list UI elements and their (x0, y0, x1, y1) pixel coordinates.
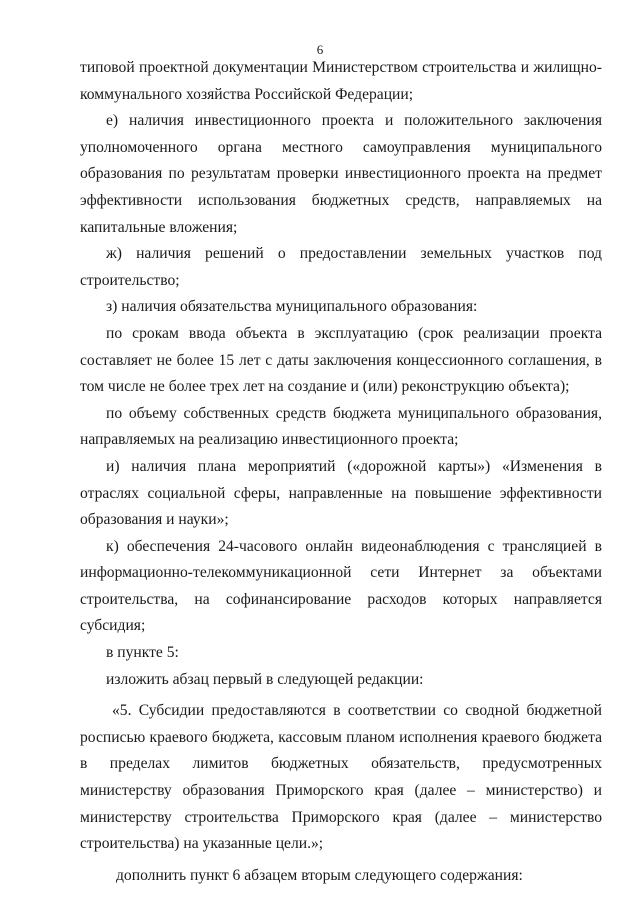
paragraph-term-deadline: по срокам ввода объекта в эксплуатацию (срок реализации проекта составляет не более 15 лет с даты заключения концессионного соглашения, в том числе не более трех лет на создание и (или) реконструкцию объекта); (80, 324, 602, 396)
paragraph-quoted-clause-5: «5. Субсидии предоставляются в соответствии со сводной бюджетной росписью краевого бюджета, кассовым планом исполнения краевого бюджета в пределах лимитов бюджетных обязательств, предусмотренных министерству образования Приморского края (далее – министерство) и министерству строительства Приморского края (далее – министерство строительства) на указанные цели.»; (80, 702, 602, 853)
paragraph-item-z: з) наличия обязательства муниципального образования: (106, 298, 478, 316)
paragraph-own-funds: по объему собственных средств бюджета муниципального образования, направляемых на реализацию инвестиционного проекта; (80, 404, 602, 449)
paragraph-item-i: и) наличия плана мероприятий («дорожной карты») «Изменения в отраслях социальной сферы, направленные на повышение эффективности образования и науки»; (80, 457, 602, 529)
page-number: 6 (316, 42, 324, 57)
paragraph-item-e: е) наличия инвестиционного проекта и положительного заключения уполномоченного органа местного самоуправления муниципального образования по результатам проверки инвестиционного проекта на предмет эффективности использования бюджетных средств, направляемых на капитальные вложения; (80, 112, 602, 236)
paragraph-continuation: типовой проектной документации Министерством строительства и жилищно-коммунального хозяйства Российской Федерации; (80, 59, 602, 103)
paragraph-clause-5: в пункте 5: (106, 644, 179, 662)
paragraph-edit-instruction: изложить абзац первый в следующей редакции: (106, 670, 424, 688)
paragraph-item-k: к) обеспечения 24-часового онлайн видеонаблюдения с трансляцией в информационно-телекоммуникационной сети Интернет за объектами строительства, на софинансирование расходов которых направляется субсидия; (80, 537, 602, 635)
document-body (80, 55, 602, 889)
paragraph-add-clause-6: дополнить пункт 6 абзацем вторым следующего содержания: (116, 866, 523, 884)
paragraph-item-zh: ж) наличия решений о предоставлении земельных участков под строительство; (80, 245, 602, 289)
